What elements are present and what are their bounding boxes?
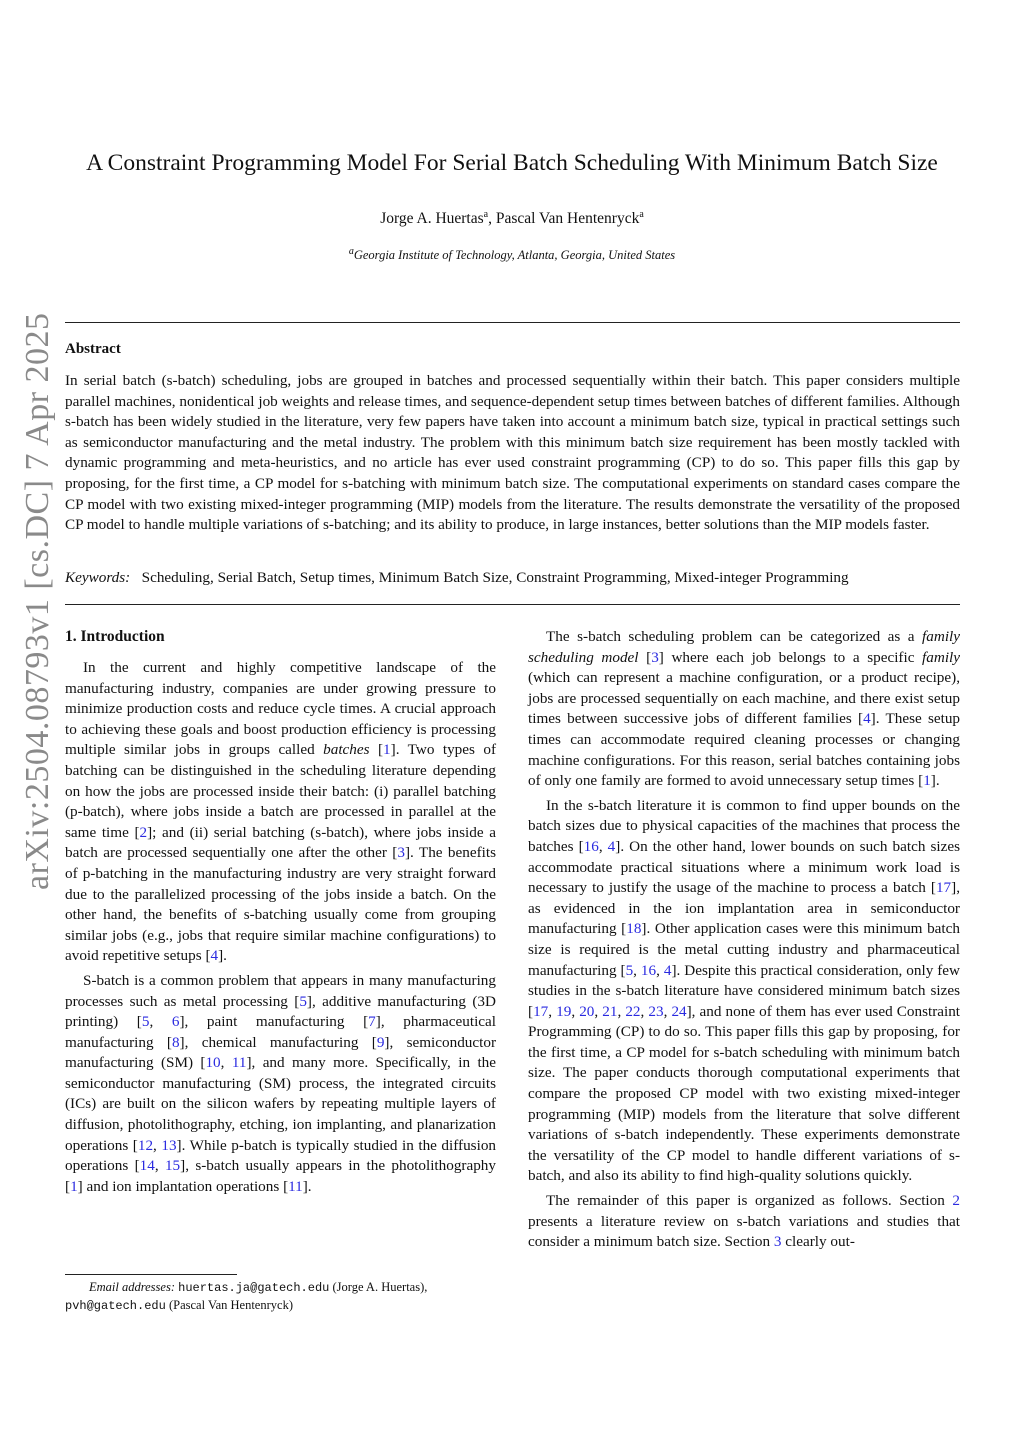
divider bbox=[65, 604, 960, 605]
keywords-text: Scheduling, Serial Batch, Setup times, Minimum Batch Size, Constraint Programming, Mixed-integer Programming bbox=[141, 569, 849, 586]
arxiv-identifier: arXiv:2504.08793v1 [cs.DC] 7 Apr 2025 bbox=[19, 312, 56, 890]
left-column bbox=[65, 658, 496, 1197]
section-heading: 1. Introduction bbox=[65, 628, 165, 645]
divider bbox=[65, 322, 960, 323]
paragraph: In the current and highly competitive landscape of the manufacturing industry, companies are under growing pressure to minimize production costs and reduce cycle times. A crucial approach to achieving these goals and boost production efficiency is processing multiple similar jobs in groups called batches [1]. Two types of batching can be distinguished in the scheduling literature depending on how the jobs are processed inside their batch: (i) parallel batching (p-batch), where jobs inside a batch are processed in parallel at the same time [2]; and (ii) serial batching (s-batch), where jobs inside a batch are processed sequentially one after the other [3]. The benefits of p-batching in the manufacturing industry are very straight forward due to the parallelized processing of the jobs inside a batch. On the other hand, the benefits of s-batching usually come from grouping similar jobs (e.g., jobs that require similar machine configurations) to avoid repetitive setups [4]. bbox=[65, 659, 497, 965]
paragraph: S-batch is a common problem that appears in many manufacturing processes such as metal processing [5], additive manufacturing (3D printing) [5, 6], paint manufacturing [7], pharmaceutical manufacturing [8], chemical manufacturing [9], semiconductor manufacturing (SM) [10, 11], and many more. Specifically, in the semiconductor manufacturing (SM) process, the integrated circuits (ICs) are built on the silicon wafers by repeating multiple layers of diffusion, photolithography, etching, ion implanting, and planarization operations [12, 13]. While p-batch is typically studied in the diffusion operations [14, 15], s-batch usually appears in the photolithography [1] and ion implantation operations [11]. bbox=[65, 971, 497, 1195]
footnote: Email addresses: huertas.ja@gatech.edu (Jorge A. Huertas), pvh@gatech.edu (Pascal Van Hentenryck) bbox=[65, 1280, 428, 1313]
email-link[interactable]: pvh@gatech.edu bbox=[65, 1299, 166, 1313]
affiliation: $^a$Georgia Institute of Technology, Atlanta, Georgia, United States bbox=[348, 246, 676, 263]
abstract-text: In serial batch (s-batch) scheduling, jobs are grouped in batches and processed sequentially within their batch. This paper considers multiple parallel machines, nonidentical job weights and release times, and sequence-dependent setup times between batches of different families. Although s-batch has been widely studied in the literature, very few papers have taken into account a minimum batch size, typical in practical settings such as semiconductor manufacturing and the metal industry. The problem with this minimum batch size requirement has been mostly tackled with dynamic programming and meta-heuristics, and no article has ever used constraint programming (CP) to do so. This paper fills this gap by proposing, for the first time, a CP model for s-batching with minimum batch size. The computational experiments on standard cases compare the CP model with two existing mixed-integer programming (MIP) models from the literature. The results demonstrate the versatility of the proposed CP model to handle multiple variations of s-batching; and its ability to produce, in large instances, better solutions than the MIP models faster. bbox=[65, 372, 960, 534]
footnote-label: Email addresses: bbox=[89, 1280, 175, 1294]
paragraph: The s-batch scheduling problem can be categorized as a family scheduling model [3] where each job belongs to a specific family (which can represent a machine configuration, or a product recipe), jobs are processed sequentially on each machine, and there exist setup times between successive jobs of different families [4]. These setup times can accommodate required cleaning processes or changing machine configurations. For this reason, serial batches containing jobs of only one family are formed to avoid unnecessary setup times [1]. bbox=[528, 628, 961, 790]
abstract-heading: Abstract bbox=[65, 341, 121, 357]
keywords bbox=[65, 568, 960, 588]
author-name: Jorge A. Huertas bbox=[380, 210, 484, 228]
paragraph: In the s-batch literature it is common to find upper bounds on the batch sizes due to physical capacities of the machines that process the batches [16, 4]. On the other hand, lower bounds on such batch sizes accommodate practical situations where a minimum work load is necessary to justify the usage of the machine to process a batch [17], as evidenced in the ion implantation area in semiconductor manufacturing [18]. Other application cases were this minimum batch size is required is the metal cutting industry and pharmaceutical manufacturing [5, 16, 4]. Despite this practical consideration, only few studies in the s-batch literature have considered minimum batch sizes [17, 19, 20, 21, 22, 23, 24], and none of them has ever used Constraint Programming (CP) to do so. This paper fills this gap by proposing, for the first time, a CP model for s-batch scheduling with minimum batch size. The paper conducts thorough computational experiments that compare the proposed CP model with two existing mixed-integer programming (MIP) models from the literature that solve different variations of s-batch independently. These experiments demonstrate the versatility of the CP model to handle different variations of s-batch, and also its ability to find high-quality solutions quickly. bbox=[528, 796, 961, 1185]
author-name: Pascal Van Hentenryck bbox=[495, 210, 640, 228]
paper-title: A Constraint Programming Model For Serial Batch Scheduling With Minimum Batch Size bbox=[86, 150, 938, 176]
paragraph: The remainder of this paper is organized as follows. Section 2 presents a literature review on s-batch variations and studies that consider a minimum batch size. Section 3 clearly out- bbox=[528, 1192, 960, 1251]
footnote-divider bbox=[65, 1274, 237, 1275]
keywords-label: Keywords: bbox=[65, 569, 131, 586]
right-column bbox=[528, 627, 960, 1253]
author-list: Jorge A. Huertas$^a$, Pascal Van Hentenryck$^a$ bbox=[380, 209, 644, 228]
email-link[interactable]: huertas.ja@gatech.edu bbox=[178, 1281, 330, 1295]
